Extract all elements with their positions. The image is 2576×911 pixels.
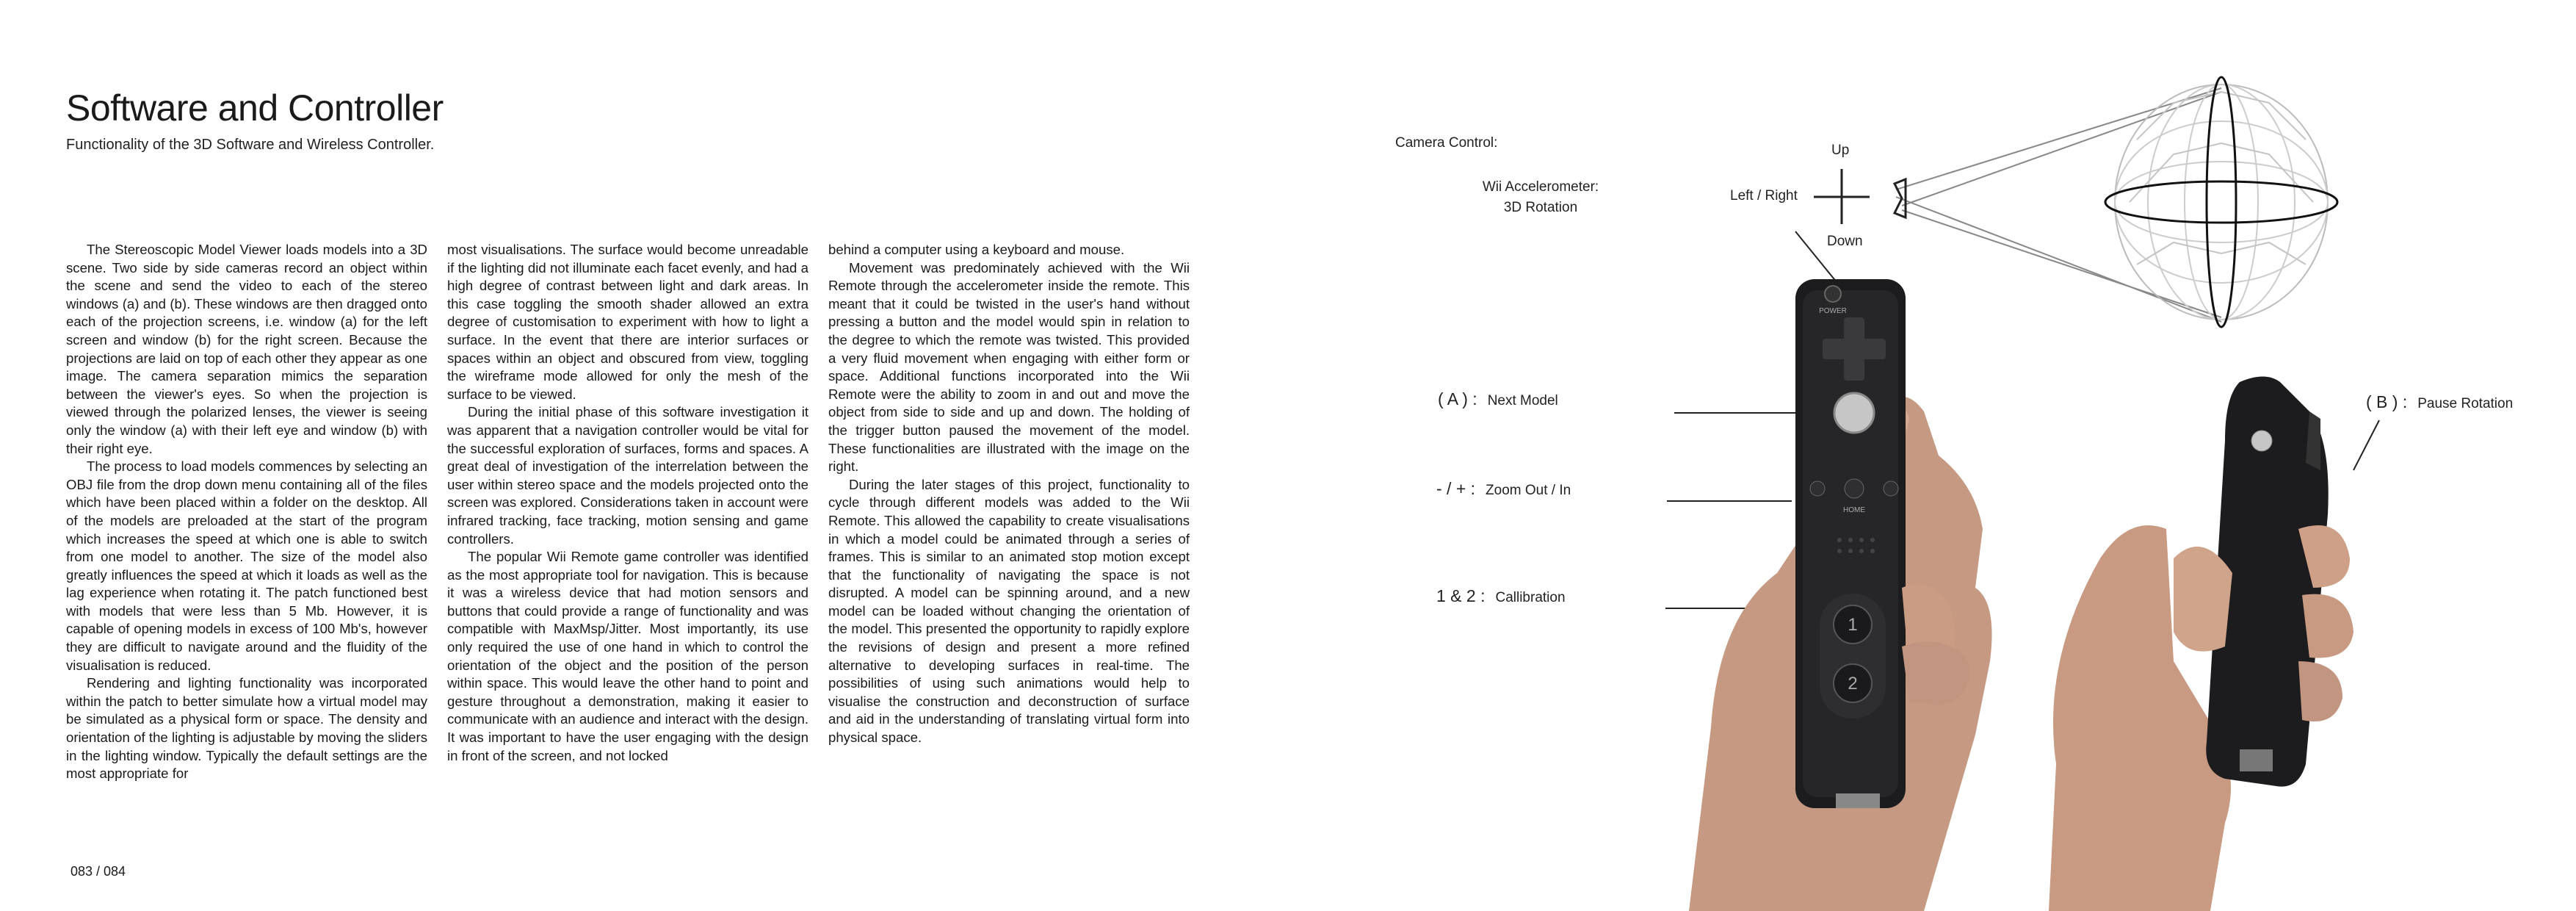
controller-illustration [1395, 0, 2576, 911]
body-text-columns [66, 241, 1190, 799]
calibration-callout [1436, 586, 1566, 606]
remote-home-label: HOME [1843, 506, 1865, 514]
paragraph: During the later stages of this project, functionality to cycle through different models was added to the Wii Remote. This allowed the capability to create visualisations in which a model could be animated through a series of frames. This is similar to an animated stop motion except that the functionality of navigating the space is not disrupted. A model can be spinning around, and a new model can be loaded without changing the orientation of the model. This presented the opportunity to rapidly explore the revisions of design and present a more refined alternative to developing surfaces in real-time. The possibilities of using such animations would help to visualise the construction and deconstruction of surface and aid in the understanding of translating virtual form into physical space. [828, 476, 1190, 746]
camera-frustum [1896, 88, 2221, 322]
text-column-3 [828, 241, 1190, 799]
a-button-side-icon [2251, 431, 2272, 451]
b-label: Pause Rotation [2417, 396, 2514, 411]
page-subtitle: Functionality of the 3D Software and Wireless Controller. [66, 137, 435, 153]
accelerometer-label-2: 3D Rotation [1503, 200, 1578, 215]
controller-diagram [1395, 0, 2576, 911]
a-key: ( A ) : [1438, 389, 1477, 408]
a-label: Next Model [1487, 393, 1558, 408]
calib-key: 1 & 2 : [1436, 586, 1486, 605]
camera-control-label: Camera Control: [1395, 135, 1498, 151]
zoom-key: - / + : [1436, 479, 1476, 498]
paragraph: During the initial phase of this software investigation it was apparent that a navigation controller would be vital for the successful exploration of surfaces, forms and spaces. A great deal of investigation of the interrelation between the user within stereo space and the models projected onto the screen was explored. Considerations taken in account were infrared tracking, face tracking, motion sensing and game controllers. [447, 404, 808, 547]
left-right-label: Left / Right [1730, 188, 1798, 204]
connector-port [1836, 793, 1880, 808]
paragraph: Rendering and lighting functionality was incorporated within the patch to better simulate how a virtual model may be simulated as a physical form or space. The density and orientation of the lighting is adjustable by moving the sliders in the lighting window. Typically the default settings are the most appropriate for [66, 675, 427, 782]
paragraph: The popular Wii Remote game controller was identified as the most appropriate tool for navigation. This is because it was a wireless device that had motion sensors and buttons that could provide a range of functionality and was compatible with MaxMsp/Jitter. Most importantly, its use only required the use of one hand in which to control the orientation of the object and the position of the person within space. This would leave the other hand to point and gesture throughout a demonstration, making it easier to communicate with an audience and interact with the design. It was important to have the user engaging with the design in front of the screen, and not locked [447, 549, 808, 763]
page-title: Software and Controller [66, 87, 444, 129]
plus-button-icon [1884, 481, 1898, 496]
b-button-callout [2366, 392, 2513, 412]
zoom-label: Zoom Out / In [1486, 483, 1571, 498]
text-column-2 [447, 241, 808, 799]
down-label: Down [1827, 234, 1863, 249]
remote-2-label: 2 [1848, 674, 1858, 694]
minus-button-icon [1810, 481, 1825, 496]
direction-cross-icon [1814, 169, 1870, 224]
connector-port-side [2240, 749, 2273, 771]
power-button-icon [1825, 286, 1841, 302]
paragraph: Movement was predominately achieved with the Wii Remote through the accelerometer inside the remote. This meant that it could be twisted in the user's hand without pressing a button and the model would spin in relation to the degree to which the remote was twisted. This provided a very fluid movement when engaging with either form or space. Additional functions incorporated into the Wii Remote were the ability to zoom in and out and move the object from side to side and up and down. The holding of the trigger button paused the movement of the model. These functionalities are illustrated with the image on the right. [828, 259, 1190, 475]
home-button-icon [1845, 479, 1864, 498]
b-key: ( B ) : [2366, 392, 2408, 411]
remote-1-label: 1 [1848, 615, 1858, 635]
zoom-callout [1436, 479, 1571, 499]
remote-power-label: POWER [1819, 307, 1847, 315]
paragraph: behind a computer using a keyboard and mouse. [828, 242, 1125, 257]
paragraph: most visualisations. The surface would become unreadable if the lighting did not illuminate each facet evenly, and had a high degree of contrast between light and dark areas. In this case toggling the smooth shader allowed an extra degree of customisation to experiment with how to light a surface. In the event that there are interior surfaces or spaces within an object and obscured from view, toggling the wireframe mode allowed for only the mesh of the surface to be viewed. [447, 242, 808, 402]
calib-label: Callibration [1495, 590, 1566, 605]
text-column-1 [66, 241, 427, 799]
accelerometer-label-1: Wii Accelerometer: [1482, 179, 1599, 195]
a-button-icon [1834, 393, 1874, 433]
page-number: 083 / 084 [70, 864, 126, 879]
a-button-callout [1438, 389, 1558, 409]
paragraph: The process to load models commences by selecting an OBJ file from the drop down menu containing all of the files which have been placed within a folder on the desktop. All of the models are preloaded at the start of the program which increases the speed at which one is able to switch from one model to another. The size of the model also greatly influences the speed at which it loads as well as the lag experience when rotating it. The patch functioned best with models that were less than 5 Mb. However, it is capable of opening models in excess of 100 Mb's, however they are difficult to navigate around and the fluidity of the visualisation is reduced. [66, 458, 427, 673]
up-label: Up [1831, 143, 1850, 158]
paragraph: The Stereoscopic Model Viewer loads models into a 3D scene. Two side by side cameras record an object within the scene and send the video to each of the stereo windows (a) and (b). These windows are then dragged onto each of the projection screens, i.e. window (a) for the left screen and window (b) for the right screen. Because the projections are laid on top of each other they appear as one image. The camera separation mimics the separation between the viewer's eyes. So when the projection is viewed through the polarized lenses, the viewer is seeing only the window (a) with their left eye and window (b) with their right eye. [66, 242, 427, 456]
